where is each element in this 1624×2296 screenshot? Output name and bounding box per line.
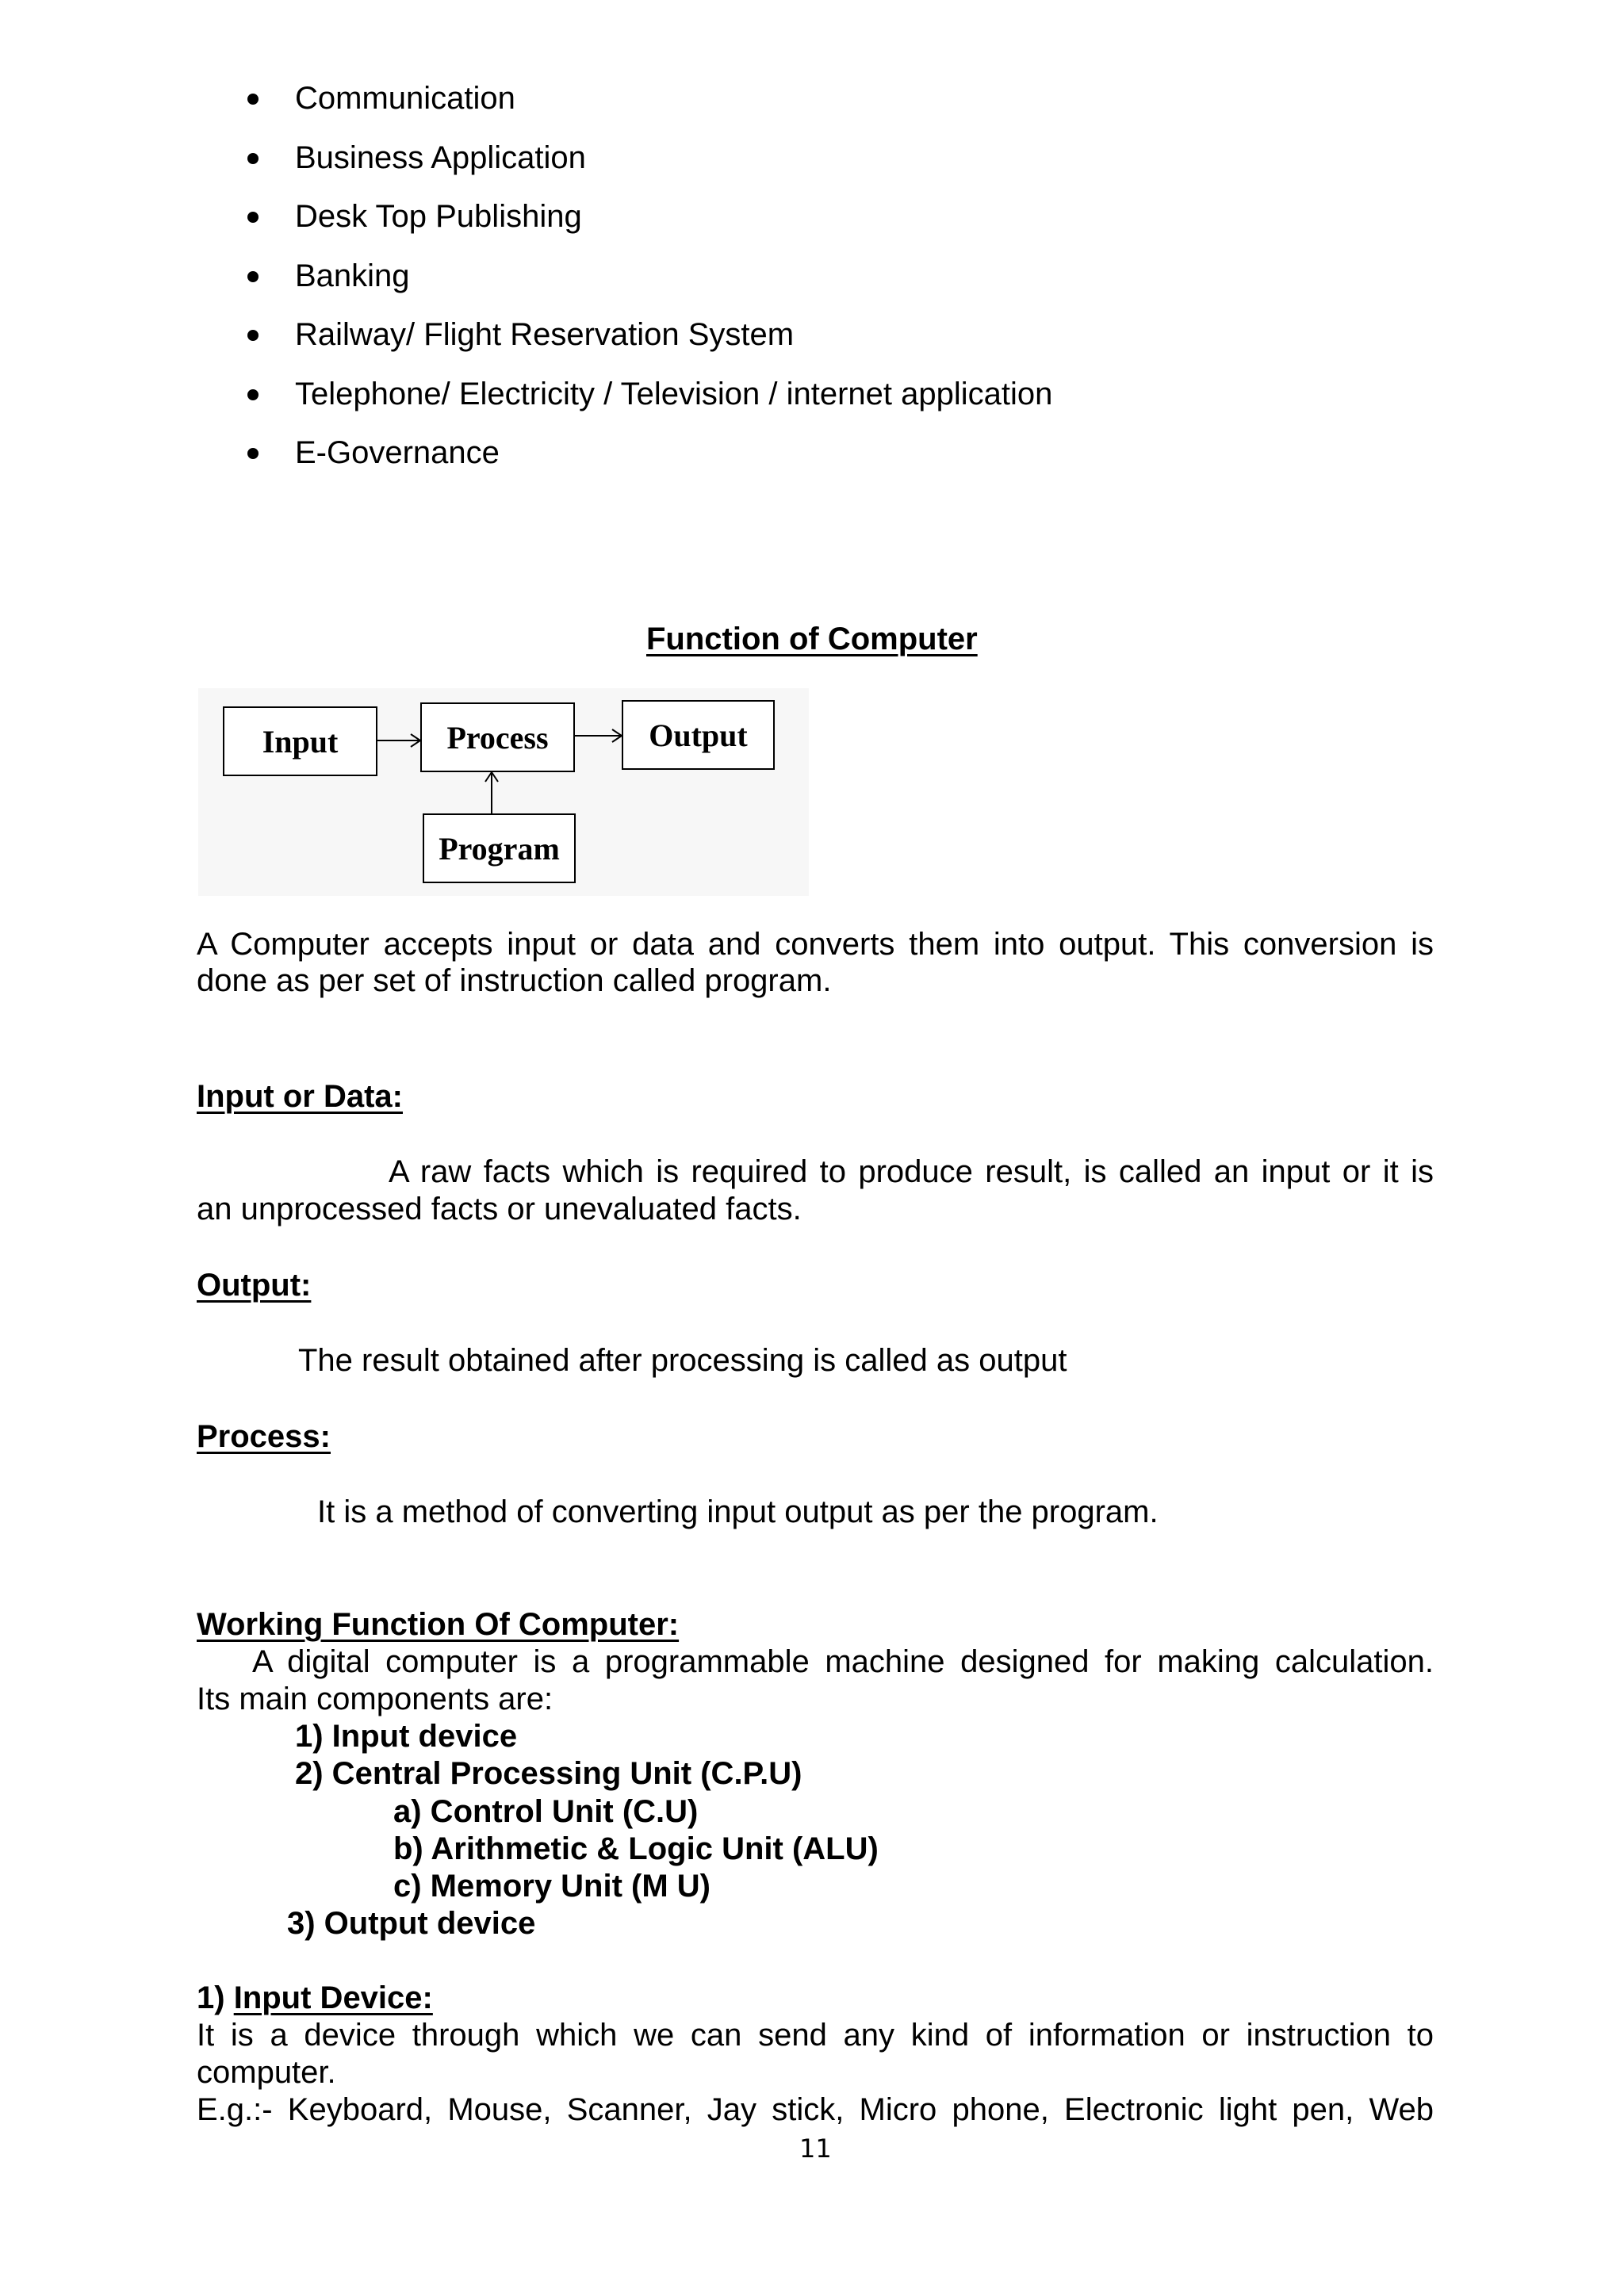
- input-box: Input: [223, 706, 377, 776]
- program-box: Program: [423, 813, 576, 883]
- process-box: Process: [420, 702, 575, 772]
- page-number: 11: [799, 2133, 832, 2164]
- process-heading: Process:: [197, 1419, 331, 1454]
- input-device-heading: [197, 1980, 433, 2016]
- list-item: Business Application: [295, 140, 586, 175]
- list-item: Banking: [295, 258, 410, 293]
- list-item: Railway/ Flight Reservation System: [295, 317, 795, 352]
- input-data-line-2: an unprocessed facts or unevaluated facts.: [197, 1192, 802, 1226]
- list-item: Telephone/ Electricity / Television / internet application: [295, 377, 1053, 411]
- intro-line-1: A Computer accepts input or data and converts them into output. This conversion is: [197, 927, 1434, 962]
- output-heading: Output:: [197, 1268, 312, 1303]
- function-heading: Function of Computer: [646, 622, 978, 656]
- list-item: Communication: [295, 81, 515, 116]
- input-data-line-1: A raw facts which is required to produce result, is called an input or it is: [389, 1154, 1434, 1189]
- input-device-line-3: E.g.:- Keyboard, Mouse, Scanner, Jay stick, Micro phone, Electronic light pen, Web: [197, 2092, 1434, 2127]
- output-text: The result obtained after processing is called as output: [298, 1343, 1067, 1378]
- input-device-heading-number: 1): [197, 1980, 225, 2015]
- component-subitem: b) Arithmetic & Logic Unit (ALU): [393, 1831, 879, 1866]
- component-item: 2) Central Processing Unit (C.P.U): [295, 1756, 802, 1791]
- process-text: It is a method of converting input output as per the program.: [317, 1494, 1159, 1529]
- component-item: 3) Output device: [287, 1906, 536, 1941]
- working-line-2: Its main components are:: [197, 1682, 553, 1716]
- component-item: 1) Input device: [295, 1719, 518, 1754]
- working-line-1: A digital computer is a programmable machine designed for making calculation.: [252, 1644, 1434, 1679]
- component-subitem: c) Memory Unit (M U): [393, 1869, 710, 1904]
- working-heading: Working Function Of Computer:: [197, 1607, 680, 1642]
- output-box: Output: [622, 700, 775, 770]
- list-item: E-Governance: [295, 435, 500, 470]
- intro-line-2: done as per set of instruction called program.: [197, 963, 832, 998]
- input-device-heading-text: Input Device:: [233, 1980, 433, 2015]
- component-subitem: a) Control Unit (C.U): [393, 1794, 699, 1829]
- input-data-heading: Input or Data:: [197, 1079, 403, 1114]
- input-device-line-1: It is a device through which we can send any kind of information or instruction to: [197, 2018, 1434, 2053]
- list-item: Desk Top Publishing: [295, 199, 582, 234]
- input-device-line-2: computer.: [197, 2055, 336, 2090]
